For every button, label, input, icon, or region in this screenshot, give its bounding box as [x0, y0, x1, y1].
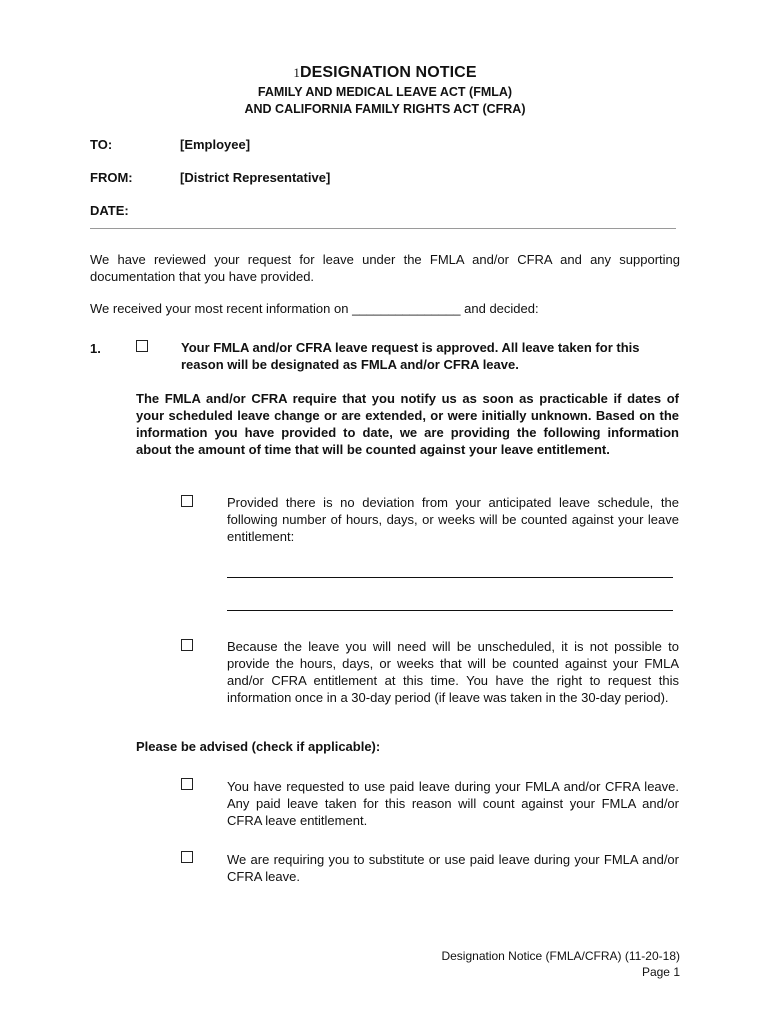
header-divider [90, 228, 676, 229]
intro-paragraph: We have reviewed your request for leave under the FMLA and/or CFRA and any supporting documentation that you have provided. [90, 252, 680, 284]
received-date-blank[interactable]: _______________ [352, 301, 461, 316]
from-label: FROM: [90, 170, 133, 185]
paid-leave-required-checkbox[interactable] [181, 851, 193, 863]
date-label: DATE: [90, 203, 129, 218]
paid-leave-requested-checkbox[interactable] [181, 778, 193, 790]
subtitle-fmla: FAMILY AND MEDICAL LEAVE ACT (FMLA) [257, 85, 513, 99]
received-prefix: We received your most recent information on [90, 301, 349, 316]
hours-blank-line-2[interactable] [227, 598, 673, 611]
subtitle-cfra: AND CALIFORNIA FAMILY RIGHTS ACT (CFRA) [244, 102, 526, 116]
advised-heading: Please be advised (check if applicable): [136, 739, 381, 754]
unscheduled-checkbox[interactable] [181, 639, 193, 651]
footnote-marker: 1 [293, 65, 300, 80]
received-suffix: and decided: [464, 301, 539, 316]
to-label: TO: [90, 137, 113, 152]
item-1-number: 1. [90, 341, 101, 356]
to-value[interactable]: [Employee] [180, 137, 251, 152]
approved-checkbox[interactable] [136, 340, 148, 352]
document-title [90, 64, 680, 82]
page-number: Page 1 [641, 965, 680, 979]
from-value[interactable]: [District Representative] [180, 170, 331, 185]
title-block [90, 64, 680, 118]
to-row [90, 137, 250, 152]
form-id: Designation Notice (FMLA/CFRA) (11-20-18) [441, 949, 680, 963]
page-footer [441, 948, 680, 980]
option-paid-leave-required: We are requiring you to substitute or use paid leave during your FMLA and/or CFRA leave. [227, 852, 679, 884]
from-row [90, 170, 330, 185]
date-row [90, 203, 180, 218]
received-line [90, 300, 680, 317]
option-paid-leave-requested: You have requested to use paid leave during your FMLA and/or CFRA leave. Any paid leave taken for this reason will count against your FMLA and/or CFRA leave entitlement. [227, 779, 679, 828]
notify-paragraph: The FMLA and/or CFRA require that you notify us as soon as practicable if dates of your scheduled leave change or are extended, or were initially unknown. Based on the information you have provided to date, we are providing the following information about the amount of time that will be counted against your leave entitlement. [136, 391, 679, 457]
option-unscheduled: Because the leave you will need will be unscheduled, it is not possible to provide the hours, days, or weeks that will be counted against your FMLA and/or CFRA entitlement at this time. You have the right to request this information once in a 30-day period (if leave was taken in the 30-day period). [227, 639, 679, 705]
hours-blank-line-1[interactable] [227, 565, 673, 578]
title-main: DESIGNATION NOTICE [299, 64, 477, 81]
option-hours-counted: Provided there is no deviation from your anticipated leave schedule, the following number of hours, days, or weeks will be counted against your leave entitlement: [227, 495, 679, 544]
item-1-text: Your FMLA and/or CFRA leave request is approved. All leave taken for this reason will be designated as FMLA and/or CFRA leave. [181, 340, 640, 372]
hours-counted-checkbox[interactable] [181, 495, 193, 507]
